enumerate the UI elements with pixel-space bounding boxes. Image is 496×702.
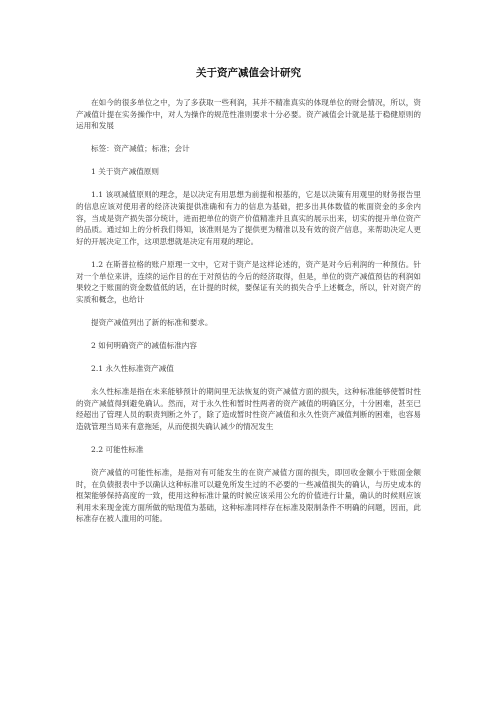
abstract-paragraph: 在如今的很多单位之中，为了多获取一些利润，其并不精准真实的体现单位的财会情况，所以，资产减值计提在实务操作中，对人为操作的规范性准则要求十分必要。资产减值会计就是基于稳健原则的运用和发展 [76,98,421,131]
section-2-2-heading: 2.2 可能性标准 [91,444,144,454]
keywords-line: 标签：资产减值；标准；会计 [91,144,190,154]
paragraph-2-1: 永久性标准是指在未来能够预计的期间里无法恢复的资产减值方面的损失，这种标准能够使暂时性的资产减值得到避免确认。然而，对于永久性和暂时性两者的资产减值的明确区分，十分困难，甚至已经超出了管理人员的职责判断之外了，除了造成暂时性资产减值和永久性资产减值判断的困难，也容易造就管理当局来有意拖延，从而使损失确认减少的情况发生 [76,387,421,431]
paragraph-1-2-continued: 提资产减值列出了新的标准和要求。 [91,317,213,327]
document-title: 关于资产减值会计研究 [196,67,301,79]
paragraph-1-2: 1.2 在斯普拉格的账户原理一文中，它对于资产是这样论述的，资产是对今后利润的一种预估。针对一个单位来讲，连续的运作目的在于对预估的今后的经济取得，但是，单位的资产减值预估的利润如果较之于账面的资金数值低的话，在计提的时候，要保证有关的损失合乎上述概念，所以，针对资产的实质和概念，也给计 [76,259,421,304]
section-1-heading: 1 关于资产减值原则 [91,167,159,177]
section-2-1-heading: 2.1 永久性标准资产减值 [91,364,174,373]
paragraph-2-2: 资产减值的可能性标准，是指对有可能发生的在资产减值方面的损失，即回收金额小于账面金额时，在负债报表中予以确认这种标准可以避免所发生过的不必要的一些减值损失的确认，与历史成本的框架能够保持高度的一致，使用这种标准计量的时候应该采用公允的价值进行计量，确认的时候则应该利用未来现金流方面所做的贴现值为基础，这种标准同样存在标准及限制条件不明确的问题，因而，此标准存在被人滥用的可能。 [76,468,421,524]
section-2-heading: 2 如何明确资产的减值标准内容 [91,340,197,350]
paragraph-1-1: 1.1 该项减值原则的理念，是以决定有用思想为前提和根基的，它是以决策有用观里的财务报告里的信息应该对使用者的经济决策提供准确和有力的信息为基础，把多出具体数值的帐面资金的多余内容，当成是资产损失部分统计，进而把单位的资产价值精准并且真实的展示出来，切实的提升单位资产的品质。通过如上的分析我们得知，该准则是为了提供更为精准以及有效的资产信息，来帮助决定人更好的开展决定工作，这项思想就是决定有用观的理论。 [76,190,421,246]
document-page [76,66,421,537]
